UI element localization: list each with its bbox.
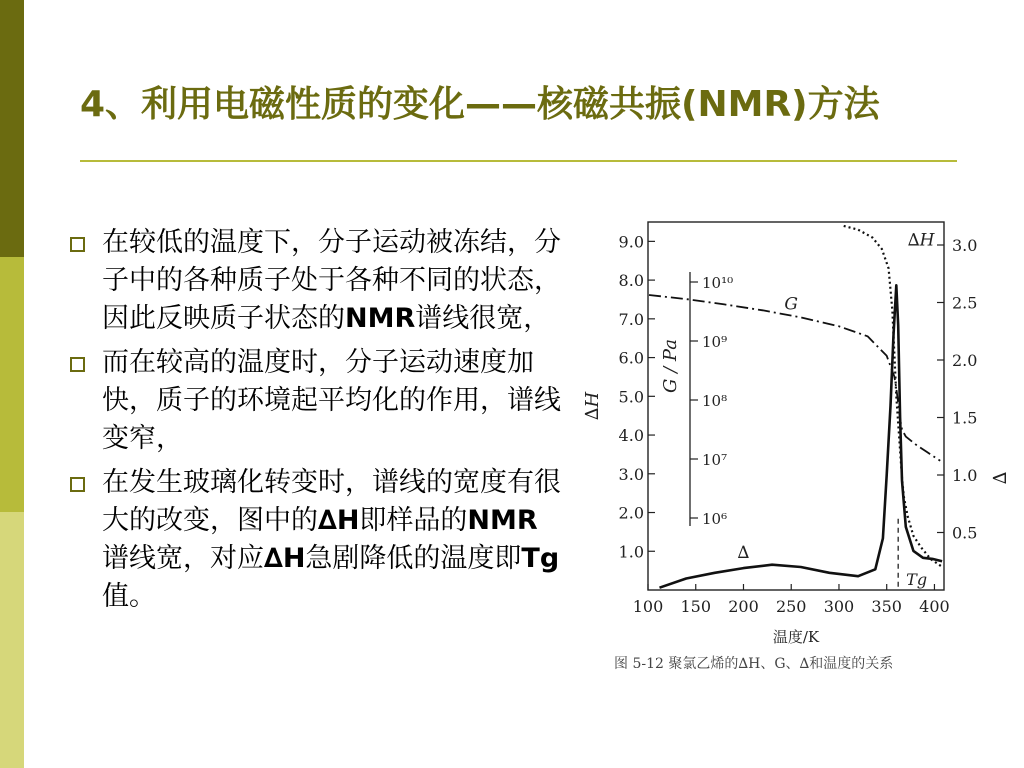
series-line-1 [844, 226, 942, 567]
left-axis-label: ∆H [582, 391, 603, 421]
figure [578, 216, 1011, 682]
left-axis-tick-label: 1.0 [618, 542, 644, 562]
x-axis-tick-label: 350 [871, 597, 902, 616]
g-axis-tick-label: 10¹⁰ [702, 274, 734, 292]
left-accent-band-mid [0, 257, 24, 512]
left-axis-tick-label: 4.0 [618, 426, 644, 446]
title-divider [80, 160, 957, 162]
bullet-3-text-f: ∆H [264, 543, 306, 574]
bullet-1-text-a: 在较低的温度下，分子运动被冻结，分子中的各种质子处于各种不同的状态，因此反映质子状态的 [102, 227, 561, 334]
bullet-item-3 [68, 464, 563, 616]
left-axis-tick-label: 6.0 [618, 348, 644, 368]
g-axis-label: G / Pa [660, 339, 681, 393]
right-axis-tick-label: 1.5 [952, 408, 978, 428]
slide-title: 4、利用电磁性质的变化——核磁共振(NMR)方法 [80, 84, 880, 125]
hollow-square-icon [70, 357, 85, 372]
series-line-3 [660, 285, 943, 587]
series-label-g: G [784, 294, 799, 315]
chart-series [649, 226, 942, 588]
bullet-3-text-d: NMR [467, 505, 538, 536]
bullet-3-text-e: 谱线宽，对应 [102, 543, 264, 574]
x-axis-label: 温度/K [772, 628, 820, 646]
left-axis-tick-label: 7.0 [618, 309, 644, 329]
bullet-list [68, 224, 563, 622]
g-axis-tick-label: 10⁸ [702, 392, 728, 410]
right-axis-tick-label: 2.0 [952, 351, 978, 370]
figure-caption: 图 5-12 聚氯乙烯的∆H、G、∆和温度的关系 [614, 656, 894, 672]
left-accent-band-light [0, 512, 24, 768]
g-axis-tick-label: 10⁹ [702, 333, 728, 351]
nmr-chart [578, 216, 1011, 678]
x-axis-tick-label: 150 [680, 597, 712, 616]
g-axis-tick-label: 10⁷ [702, 451, 728, 469]
x-axis-tick-label: 250 [775, 597, 807, 616]
right-axis-tick-label: 3.0 [952, 236, 978, 255]
bullet-3-text-h: Tg [521, 543, 560, 574]
left-axis-tick-label: 2.0 [618, 503, 644, 523]
left-axis-tick-label: 3.0 [618, 464, 644, 484]
chart-labels [582, 230, 1011, 672]
series-label-delta-h: ∆H [907, 230, 935, 251]
bullet-1-text-c: 谱线很宽， [415, 303, 551, 334]
bullet-3-text-b: ∆H [318, 505, 360, 536]
g-axis-tick-label: 10⁶ [702, 510, 728, 528]
bullet-1-text-b: NMR [345, 303, 416, 334]
x-axis-tick-label: 300 [823, 597, 855, 616]
bullet-2-text: 而在较高的温度时，分子运动速度加快，质子的环境起平均化的作用，谱线变窄， [102, 347, 561, 454]
right-axis-label: ∆ [990, 471, 1011, 485]
left-axis-tick-label: 8.0 [618, 271, 644, 291]
bullet-item-1 [68, 224, 563, 338]
left-axis-tick-label: 5.0 [618, 387, 644, 407]
bullet-3-text-g: 急剧降低的温度即 [305, 543, 522, 574]
bullet-3-text-a: 在发生玻璃化转变时，谱线的宽度有很大的改变，图中的 [102, 467, 561, 536]
hollow-square-icon [70, 477, 85, 492]
bullet-3-text-c: 即样品的 [359, 505, 468, 536]
bullet-item-2 [68, 344, 563, 458]
x-axis-tick-label: 100 [632, 597, 664, 616]
right-axis-tick-label: 2.5 [952, 293, 978, 313]
right-axis-tick-label: 0.5 [952, 523, 978, 543]
hollow-square-icon [70, 237, 85, 252]
tg-label: Tg [906, 570, 928, 589]
x-axis-tick-label: 200 [728, 597, 759, 616]
series-label-delta: ∆ [737, 542, 750, 563]
x-axis-tick-label: 400 [919, 597, 950, 616]
left-axis-tick-label: 9.0 [618, 232, 644, 252]
right-axis-tick-label: 1.0 [952, 466, 978, 485]
bullet-3-text-i: 值。 [102, 581, 156, 612]
left-accent-band-dark [0, 0, 24, 257]
